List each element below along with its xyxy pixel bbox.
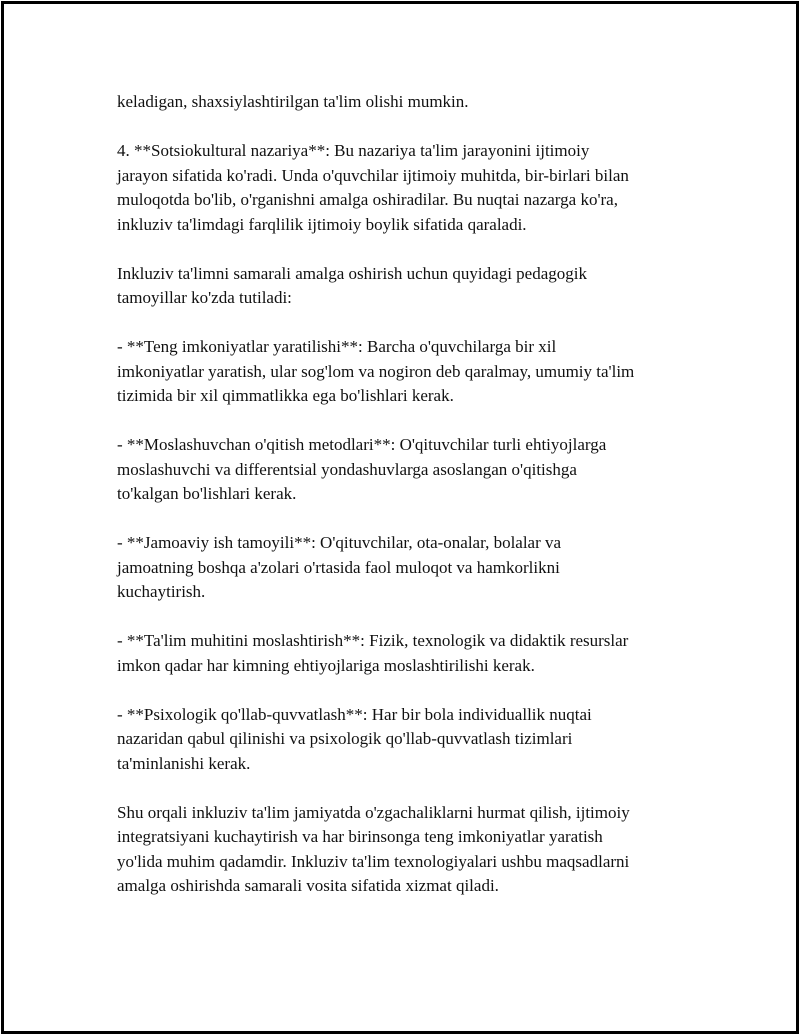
paragraph-gap [117, 776, 717, 801]
text-line: tamoyillar ko'zda tutiladi: [117, 288, 292, 307]
text-line: - **Psixologik qo'llab-quvvatlash**: Har bir bola individuallik nuqtai [117, 704, 592, 724]
text-line: - **Jamoaviy ish tamoyili**: O'qituvchilar, ota-onalar, bolalar va [117, 533, 562, 552]
paragraph-gap [117, 507, 717, 532]
list-item-environment-adaptation [117, 629, 717, 678]
paragraph-conclusion [117, 801, 717, 899]
text-line: imkoniyatlar yaratish, ular sog'lom va nogiron deb qaralmay, umumiy ta'lim [117, 361, 635, 381]
paragraph-gap [117, 115, 717, 140]
text-line: - **Teng imkoniyatlar yaratilishi**: Barcha o'quvchilarga bir xil [117, 337, 557, 356]
list-item-flexible-methods [117, 433, 717, 507]
text-line: tizimida bir xil qimmatlikka ega bo'lishlari kerak. [117, 386, 454, 405]
paragraph-sociocultural-theory [117, 139, 717, 237]
list-item-psychological-support [117, 703, 717, 777]
text-line: to'kalgan bo'lishlari kerak. [117, 484, 297, 503]
paragraph-continuation [117, 90, 717, 115]
text-line: jamoatning boshqa a'zolari o'rtasida faol muloqot va hamkorlikni [117, 557, 560, 577]
paragraph-gap [117, 311, 717, 336]
text-line: ta'minlanishi kerak. [117, 753, 251, 773]
paragraph-gap [117, 678, 717, 703]
list-item-equal-opportunities [117, 335, 717, 409]
text-line: inkluziv ta'limdagi farqlilik ijtimoiy boylik sifatida qaraladi. [117, 214, 527, 234]
paragraph-gap [117, 237, 717, 262]
text-line: imkon qadar har kimning ehtiyojlariga moslashtirilishi kerak. [117, 655, 535, 675]
text-line: yo'lida muhim qadamdir. Inkluziv ta'lim texnologiyalari ushbu maqsadlarni [117, 851, 630, 871]
text-line: kuchaytirish. [117, 582, 206, 601]
text-line: Shu orqali inkluziv ta'lim jamiyatda o'zgachaliklarni hurmat qilish, ijtimoiy [117, 802, 630, 822]
document-body [117, 90, 717, 899]
text-line: - **Moslashuvchan o'qitish metodlari**: O'qituvchilar turli ehtiyojlarga [117, 435, 607, 454]
text-line: nazaridan qabul qilinishi va psixologik qo'llab-quvvatlash tizimlari [117, 729, 573, 748]
paragraph-gap [117, 605, 717, 630]
text-line: keladigan, shaxsiylashtirilgan ta'lim olishi mumkin. [117, 92, 469, 111]
text-line: 4. **Sotsiokultural nazariya**: Bu nazariya ta'lim jarayonini ijtimoiy [117, 141, 590, 160]
text-line: muloqotda bo'lib, o'rganishni amalga oshiradilar. Bu nuqtai nazarga ko'ra, [117, 190, 618, 209]
text-line: jarayon sifatida ko'radi. Unda o'quvchilar ijtimoiy muhitda, bir-birlari bilan [117, 165, 629, 185]
text-line: integratsiyani kuchaytirish va har birinsonga teng imkoniyatlar yaratish [117, 827, 603, 846]
list-item-teamwork [117, 531, 717, 605]
paragraph-principles-intro [117, 262, 717, 311]
text-line: Inkluziv ta'limni samarali amalga oshirish uchun quyidagi pedagogik [117, 263, 587, 283]
text-line: - **Ta'lim muhitini moslashtirish**: Fizik, texnologik va didaktik resurslar [117, 631, 629, 650]
paragraph-gap [117, 409, 717, 434]
text-line: moslashuvchi va differentsial yondashuvlarga asoslangan o'qitishga [117, 459, 577, 479]
text-line: amalga oshirishda samarali vosita sifatida xizmat qiladi. [117, 876, 499, 895]
